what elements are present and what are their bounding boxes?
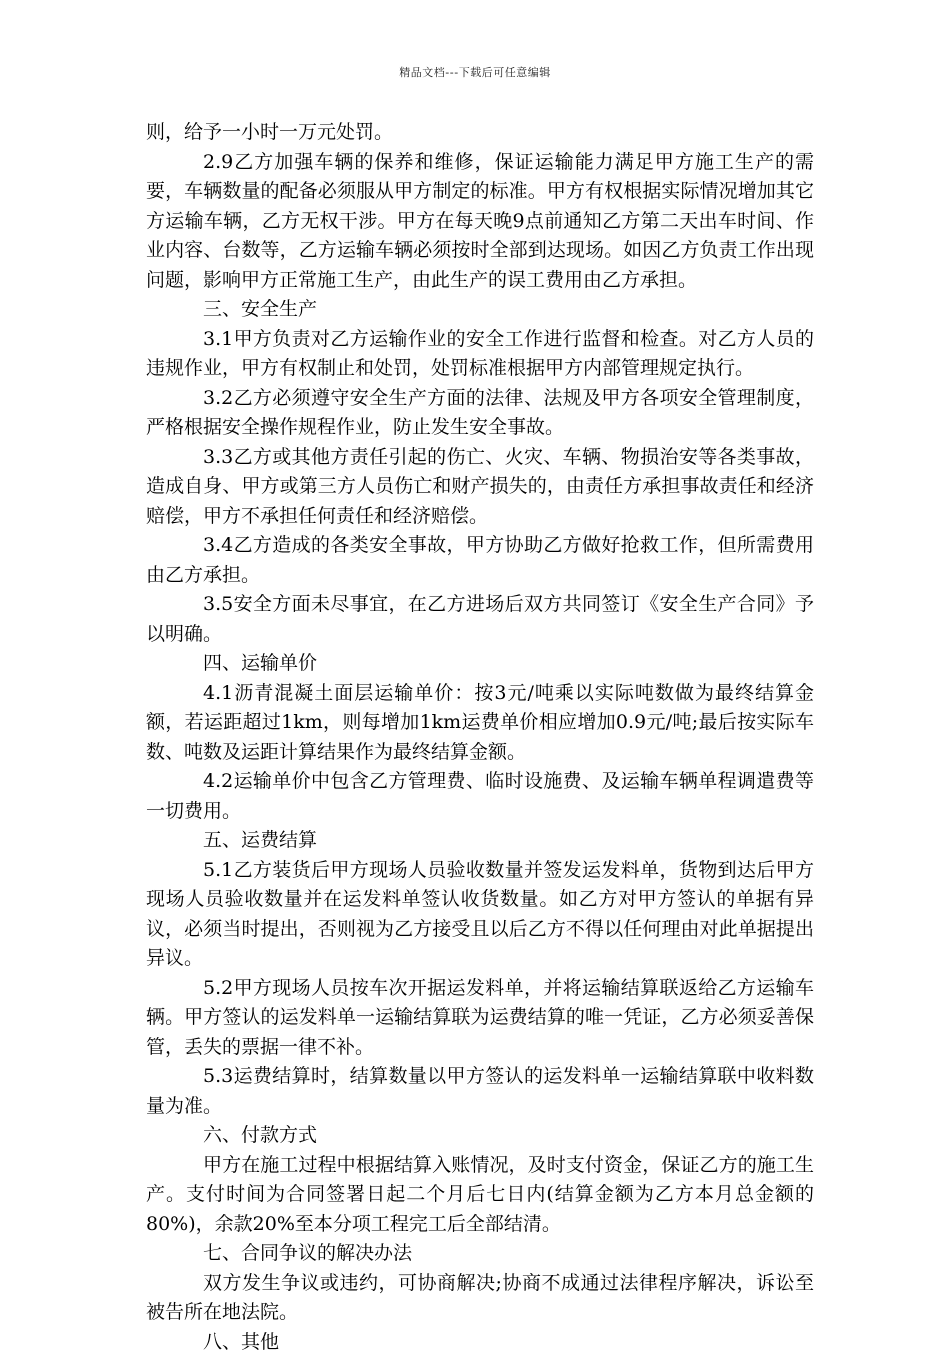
section-heading: 七、合同争议的解决办法 (146, 1239, 814, 1269)
section-heading: 四、运输单价 (146, 649, 814, 679)
paragraph: 4.2运输单价中包含乙方管理费、临时设施费、及运输车辆单程调遣费等一切费用。 (146, 767, 814, 826)
paragraph: 3.4乙方造成的各类安全事故，甲方协助乙方做好抢救工作，但所需费用由乙方承担。 (146, 531, 814, 590)
paragraph: 双方发生争议或违约，可协商解决;协商不成通过法律程序解决，诉讼至被告所在地法院。 (146, 1269, 814, 1328)
section-heading: 五、运费结算 (146, 826, 814, 856)
paragraph: 则，给予一小时一万元处罚。 (146, 118, 814, 148)
paragraph: 3.2乙方必须遵守安全生产方面的法律、法规及甲方各项安全管理制度，严格根据安全操作规程作业，防止发生安全事故。 (146, 384, 814, 443)
paragraph: 3.1甲方负责对乙方运输作业的安全工作进行监督和检查。对乙方人员的违规作业，甲方有权制止和处罚，处罚标准根据甲方内部管理规定执行。 (146, 325, 814, 384)
paragraph: 5.3运费结算时，结算数量以甲方签认的运发料单一运输结算联中收料数量为准。 (146, 1062, 814, 1121)
paragraph: 2.9乙方加强车辆的保养和维修，保证运输能力满足甲方施工生产的需要，车辆数量的配备必须服从甲方制定的标准。甲方有权根据实际情况增加其它方运输车辆，乙方无权干涉。甲方在每天晚9点前通知乙方第二天出车时间、作业内容、台数等，乙方运输车辆必须按时全部到达现场。如因乙方负责工作出现问题，影响甲方正常施工生产，由此生产的误工费用由乙方承担。 (146, 148, 814, 296)
paragraph: 4.1沥青混凝土面层运输单价：按3元/吨乘以实际吨数做为最终结算金额，若运距超过1km，则每增加1km运费单价相应增加0.9元/吨;最后按实际车数、吨数及运距计算结果作为最终结算金额。 (146, 679, 814, 768)
page-header: 精品文档---下载后可任意编辑 (0, 64, 950, 80)
section-heading: 八、其他 (146, 1328, 814, 1357)
paragraph: 5.1乙方装货后甲方现场人员验收数量并签发运发料单，货物到达后甲方现场人员验收数量并在运发料单签认收货数量。如乙方对甲方签认的单据有异议，必须当时提出，否则视为乙方接受且以后乙方不得以任何理由对此单据提出异议。 (146, 856, 814, 974)
paragraph: 甲方在施工过程中根据结算入账情况，及时支付资金，保证乙方的施工生产。支付时间为合同签署日起二个月后七日内(结算金额为乙方本月总金额的80%)，余款20%至本分项工程完工后全部结清。 (146, 1151, 814, 1240)
paragraph: 3.3乙方或其他方责任引起的伤亡、火灾、车辆、物损治安等各类事故，造成自身、甲方或第三方人员伤亡和财产损失的，由责任方承担事故责任和经济赔偿，甲方不承担任何责任和经济赔偿。 (146, 443, 814, 532)
paragraph: 5.2甲方现场人员按车次开据运发料单，并将运输结算联返给乙方运输车辆。甲方签认的运发料单一运输结算联为运费结算的唯一凭证，乙方必须妥善保管，丢失的票据一律不补。 (146, 974, 814, 1063)
section-heading: 六、付款方式 (146, 1121, 814, 1151)
paragraph: 3.5安全方面未尽事宜，在乙方进场后双方共同签订《安全生产合同》予以明确。 (146, 590, 814, 649)
section-heading: 三、安全生产 (146, 295, 814, 325)
document-body (146, 118, 814, 1357)
